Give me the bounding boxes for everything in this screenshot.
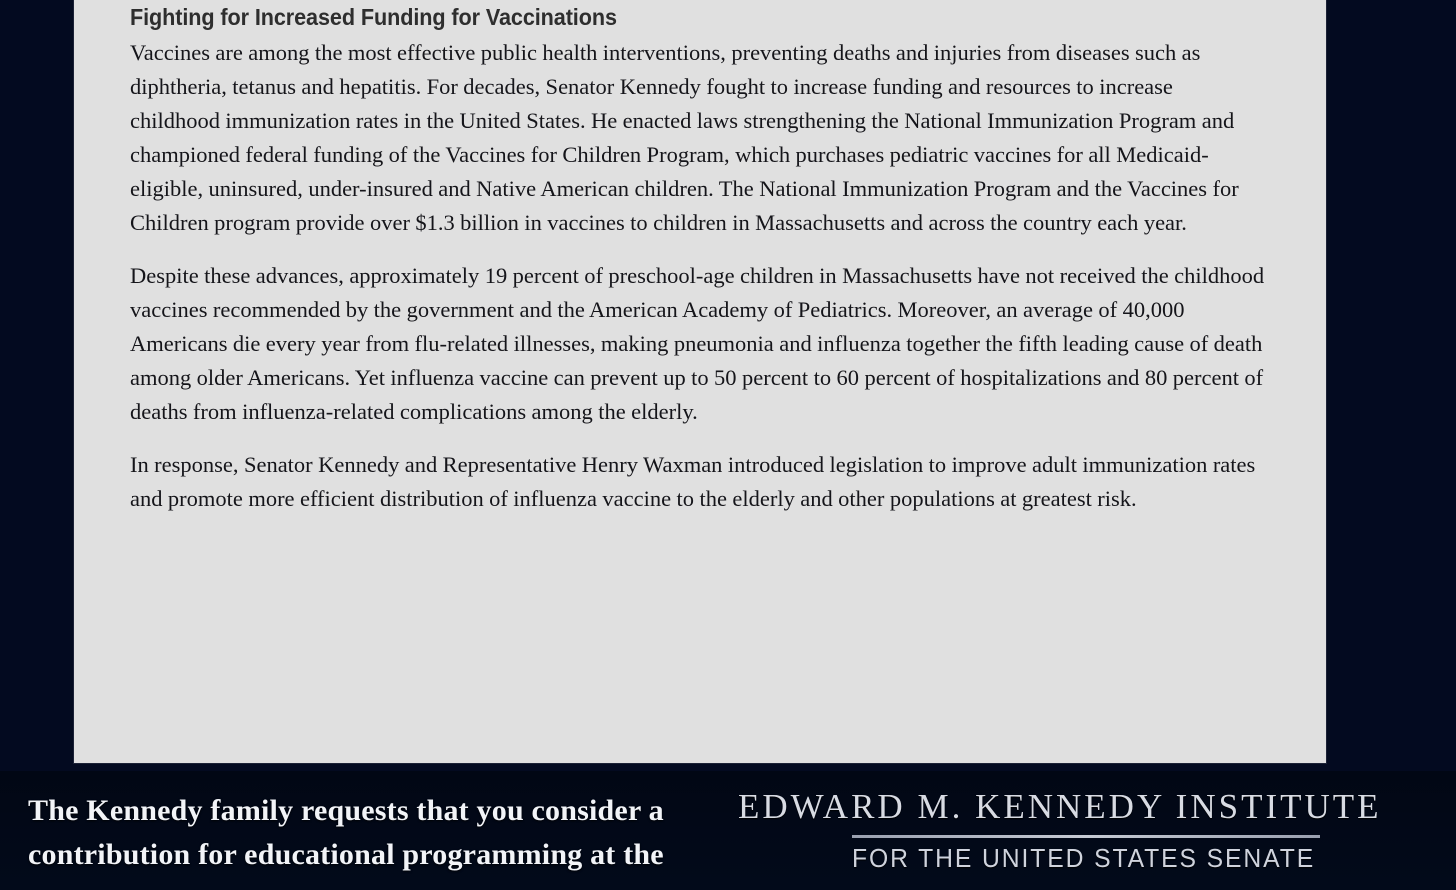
banner-message [28,789,718,877]
banner-message-line-2: contribution for educational programming at the [28,838,664,871]
institute-name: EDWARD M. KENNEDY INSTITUTE [738,787,1382,826]
page-title: Fighting for Increased Funding for Vaccinations [130,4,617,30]
banner-message-line-1: The Kennedy family requests that you consider a [28,794,664,827]
article-paragraph-2: Despite these advances, approximately 19 percent of preschool-age children in Massachusetts have not received the childhood vaccines recommended by the government and the American Academy of Pediatrics. Moreover, an average of 40,000 Americans die every year from flu-related illnesses, making pneumonia and influenza together the fifth leading cause of death among older Americans. Yet influenza vaccine can prevent up to 50 percent to 60 percent of hospitalizations and 80 percent of deaths from influenza-related complications among the elderly. [130,263,1265,424]
article-paragraph-1: Vaccines are among the most effective public health interventions, preventing deaths and injuries from diseases such as diphtheria, tetanus and hepatitis. For decades, Senator Kennedy fought to increase funding and resources to increase childhood immunization rates in the United States. He enacted laws strengthening the National Immunization Program and championed federal funding of the Vaccines for Children Program, which purchases pediatric vaccines for all Medicaid-eligible, uninsured, under-insured and Native American children. The National Immunization Program and the Vaccines for Children program provide over $1.3 billion in vaccines to children in Massachusetts and across the country each year. [130,40,1239,235]
bottom-banner [0,771,1456,890]
article-card [74,0,1326,763]
logo-divider-rule [852,835,1320,838]
institute-logo[interactable] [738,787,1438,873]
article-paragraph-3: In response, Senator Kennedy and Representative Henry Waxman introduced legislation to improve adult immunization rates and promote more efficient distribution of influenza vaccine to the elderly and other populations at greatest risk. [130,452,1256,511]
institute-subtitle: FOR THE UNITED STATES SENATE [852,843,1316,873]
